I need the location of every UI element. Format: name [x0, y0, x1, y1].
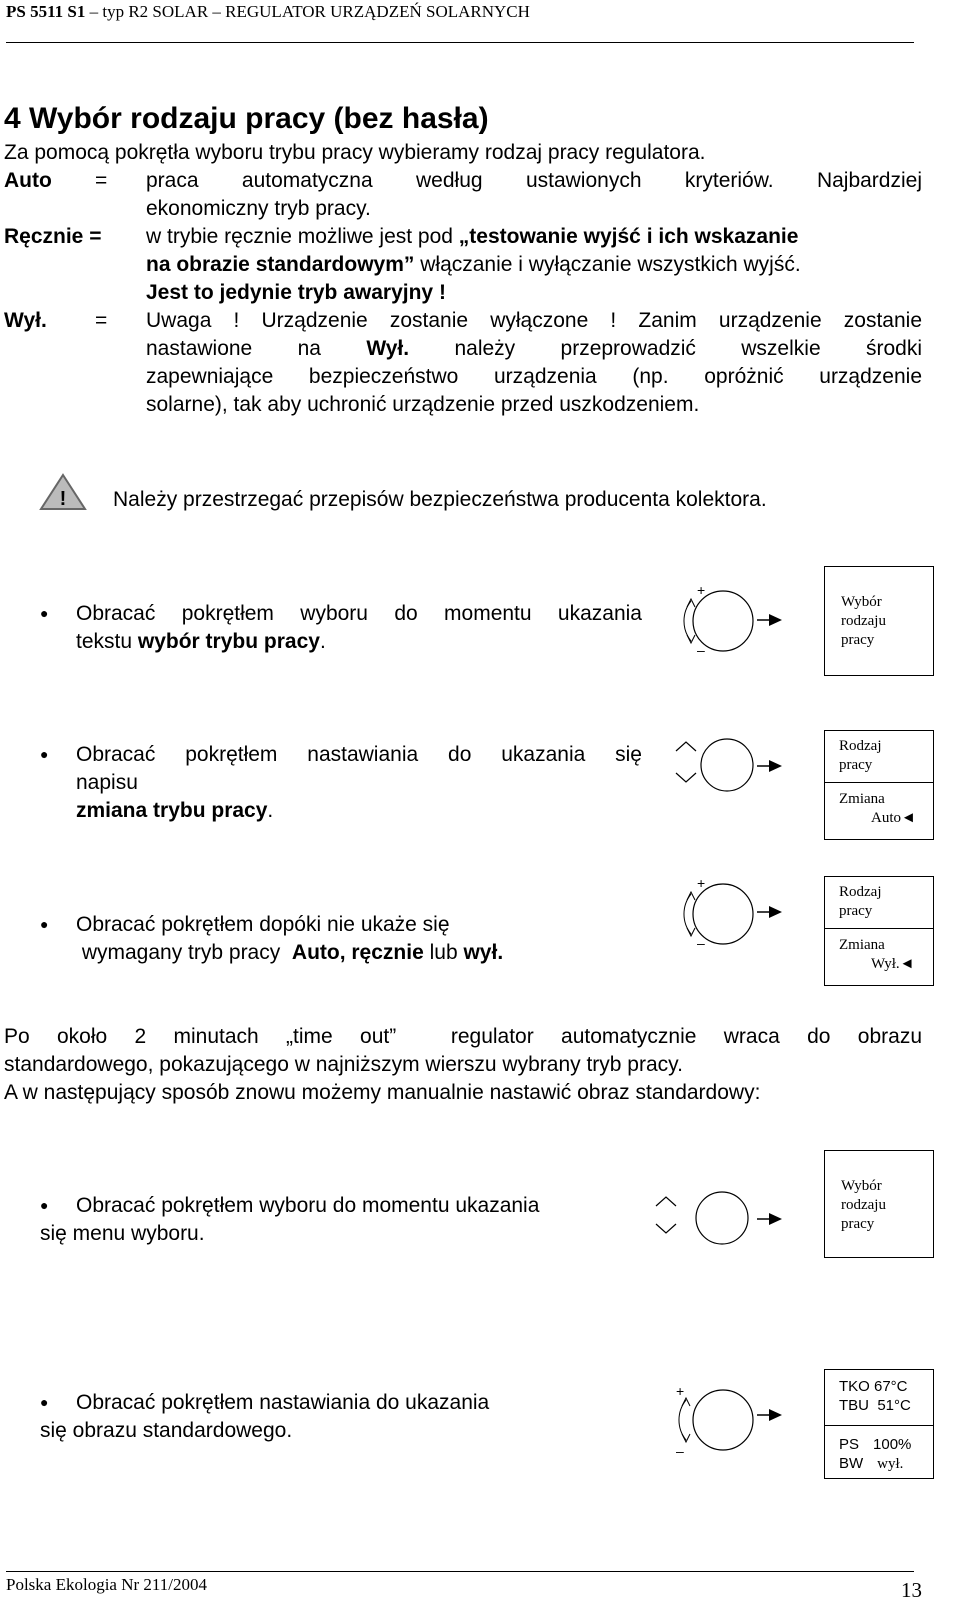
lcd2-line1: Rodzaj [839, 738, 882, 754]
svg-text:–: – [697, 935, 705, 951]
off-line2 [146, 335, 922, 363]
lcd4-line3: pracy [841, 1216, 875, 1232]
doc-title: typ R2 SOLAR – REGULATOR URZĄDZEŃ SOLARNYCH [102, 2, 530, 21]
step3-line2-pre: wymagany tryb pracy [76, 941, 292, 964]
mode-def-manual-line1 [146, 223, 922, 251]
lcd3-top [825, 877, 933, 928]
mode-def-manual-line2 [146, 251, 922, 279]
lcd-display-2 [824, 730, 934, 840]
lcd5-bw-value: wył. [877, 1456, 904, 1472]
lcd2-line3: Zmiana [839, 791, 885, 807]
off-line2-bold: Wył. [366, 337, 410, 360]
step3-line2-mid: lub [423, 941, 464, 964]
lcd1-line3: pracy [841, 632, 875, 648]
lcd3-line2: pracy [839, 903, 873, 919]
lcd2-top [825, 731, 933, 782]
warning-icon [38, 472, 88, 512]
off-line1: Uwaga ! Urządzenie zostanie wyłączone ! Zanim urządzenie zostanie [146, 309, 922, 332]
step1-line2-post: . [319, 630, 326, 653]
step3-line2-bold1: Auto, ręcznie [291, 941, 424, 964]
lcd-display-1 [824, 566, 934, 676]
off-line2-rest: należy przeprowadzić wszelkie środki [409, 337, 922, 360]
lcd3-bottom [825, 929, 933, 974]
step4-text [40, 1192, 640, 1248]
step5-line2: się obrazu standardowego. [40, 1419, 293, 1442]
mode-def-off [146, 307, 922, 419]
step2-line3-post: . [267, 799, 274, 822]
svg-text:+: + [697, 582, 706, 598]
step3-line1: Obracać pokrętłem dopóki nie ukaże się [76, 913, 450, 936]
lcd3-line3: Zmiana [839, 937, 885, 953]
step1-text [76, 600, 642, 656]
page-header [6, 2, 530, 22]
bullet-5: ● [40, 1394, 49, 1410]
mode-eq-off: = [95, 309, 108, 332]
mode-def-auto-line2: ekonomiczny tryb pracy. [146, 197, 371, 220]
step3-text [76, 911, 642, 967]
step4-line2: się menu wyboru. [40, 1222, 205, 1245]
mode-def-auto [146, 167, 922, 223]
lcd2-bottom [825, 783, 933, 828]
lcd3-line1: Rodzaj [839, 884, 882, 900]
arrow-right-icon [757, 1407, 783, 1423]
off-line3: zapewniające bezpieczeństwo urządzenia (np. opróżnić urządzenie [146, 365, 922, 388]
manual-line1-bold: „testowanie wyjść i ich wskazanie [458, 225, 799, 248]
section-title: 4 Wybór rodzaju pracy (bez hasła) [4, 102, 489, 135]
para-line1: Po około 2 minutach „time out” regulator automatycznie wraca do obrazu [4, 1025, 922, 1048]
mode-eq-auto: = [95, 169, 108, 192]
footer-text: Polska Ekologia Nr 211/2004 [6, 1575, 207, 1594]
intro-text: Za pomocą pokrętła wyboru trybu pracy wybieramy rodzaj pracy regulatora. [4, 141, 706, 164]
mode-label-auto: Auto [4, 169, 52, 192]
lcd4-line2: rodzaju [841, 1197, 886, 1213]
arrow-right-icon [757, 1211, 783, 1227]
svg-text:–: – [676, 1443, 684, 1459]
arrow-right-icon [757, 758, 783, 774]
step2-line1: Obracać pokrętłem nastawiania do ukazania się [76, 743, 642, 766]
lcd-display-4 [824, 1150, 934, 1258]
step5-line1: Obracać pokrętłem nastawiania do ukazania [76, 1391, 490, 1414]
step1-line2-pre: tekstu [76, 630, 138, 653]
lcd-display-3 [824, 876, 934, 986]
manual-line3-bold: Jest to jedynie tryb awaryjny ! [146, 281, 446, 304]
bullet-4: ● [40, 1197, 49, 1213]
mode-label-manual: Ręcznie = [4, 225, 102, 248]
bullet-3: ● [40, 916, 49, 932]
off-line4: solarne), tak aby uchronić urządzenie przed uszkodzeniem. [146, 393, 700, 416]
lcd5-line3 [839, 1435, 933, 1454]
manual-line2-bold: na obrazie standardowym” [146, 253, 415, 276]
lcd5-line1: TKO 67°C [839, 1378, 908, 1395]
page-number: 13 [901, 1578, 922, 1602]
lcd5-ps-value: 100% [873, 1436, 912, 1453]
timeout-paragraph [4, 1023, 922, 1107]
manual-line2-text: włączanie i wyłączanie wszystkich wyjść. [414, 253, 801, 276]
lcd5-top [825, 1370, 933, 1425]
step2-line3-bold: zmiana trybu pracy [76, 799, 268, 822]
lcd5-bw: BW [839, 1455, 864, 1472]
lcd4-line1: Wybór [841, 1178, 882, 1194]
step1-line2-bold: wybór trybu pracy [137, 630, 320, 653]
para-line2: standardowego, pokazującego w najniższym wierszu wybrany tryb pracy. [4, 1053, 683, 1076]
svg-text:!: ! [59, 488, 67, 510]
bullet-1: ● [40, 605, 49, 621]
manual-line1-text: w trybie ręcznie możliwe jest pod [146, 225, 459, 248]
arrow-right-icon [757, 612, 783, 628]
step2-text [76, 741, 642, 825]
lcd1-line2: rodzaju [841, 613, 886, 629]
footer-rule [6, 1571, 914, 1572]
doc-code: PS 5511 S1 [6, 2, 86, 21]
header-dash: – [89, 2, 99, 21]
step4-line1: Obracać pokrętłem wyboru do momentu ukazania [76, 1194, 540, 1217]
lcd5-bottom [825, 1426, 933, 1474]
step1-line1: Obracać pokrętłem wyboru do momentu ukazania [76, 602, 642, 625]
step3-line2-bold2: wył. [463, 941, 504, 964]
lcd3-line4: Wył.◄ [871, 956, 915, 972]
svg-text:+: + [676, 1383, 685, 1399]
off-line2-pre: nastawione na [146, 337, 367, 360]
mode-label-off: Wył. [4, 309, 47, 332]
svg-text:+: + [697, 875, 706, 891]
lcd5-line2: TBU 51°C [839, 1397, 911, 1414]
lcd5-ps: PS [839, 1436, 860, 1453]
mode-def-manual [146, 223, 922, 307]
lcd5-line4 [839, 1454, 933, 1474]
step2-line2: napisu [76, 771, 138, 794]
bullet-2: ● [40, 746, 49, 762]
step5-text [40, 1389, 640, 1445]
lcd2-line2: pracy [839, 757, 873, 773]
header-rule [6, 42, 914, 43]
lcd1-line1: Wybór [841, 594, 882, 610]
arrow-right-icon [757, 904, 783, 920]
warning-text: Należy przestrzegać przepisów bezpieczeństwa producenta kolektora. [113, 488, 767, 511]
lcd2-line4: Auto◄ [871, 810, 916, 826]
svg-text:–: – [697, 642, 705, 658]
lcd-display-5 [824, 1369, 934, 1479]
para-line3: A w następujący sposób znowu możemy manualnie nastawić obraz standardowy: [4, 1081, 761, 1104]
mode-def-auto-line1: praca automatyczna według ustawionych kryteriów. Najbardziej [146, 169, 922, 192]
